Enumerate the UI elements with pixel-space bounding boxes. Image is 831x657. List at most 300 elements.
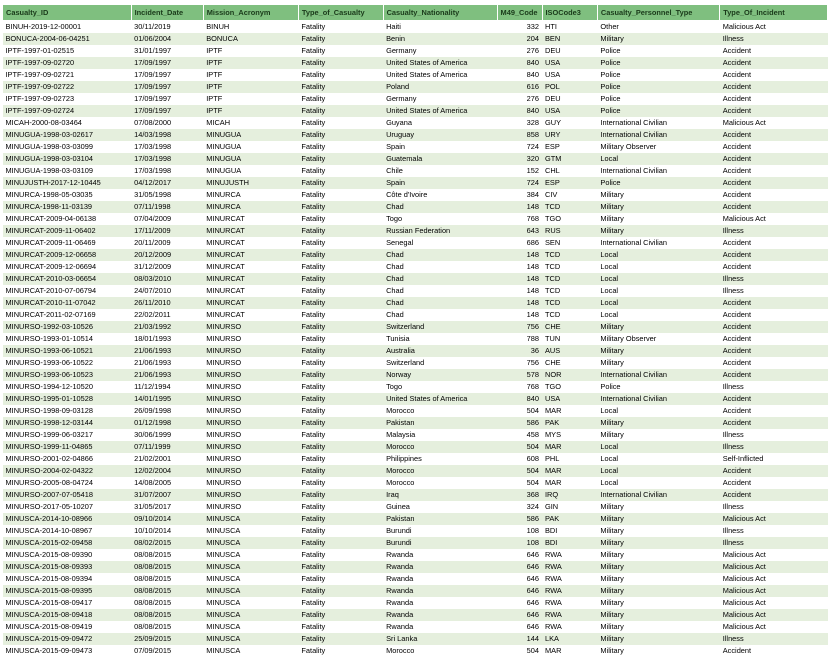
table-row[interactable] (3, 513, 828, 525)
column-header-casualty-personnel-type[interactable]: Casualty_Personnel_Type (597, 5, 719, 21)
table-cell[interactable]: MINUSCA-2015-09-09473 (3, 645, 132, 657)
table-cell[interactable]: MINURCAT (203, 249, 298, 261)
table-cell[interactable]: TCD (542, 261, 597, 273)
table-row[interactable] (3, 477, 828, 489)
table-cell[interactable]: Norway (383, 369, 497, 381)
table-row[interactable] (3, 441, 828, 453)
table-cell[interactable]: 646 (497, 585, 542, 597)
table-cell[interactable]: MINURSO (203, 417, 298, 429)
table-cell[interactable]: MAR (542, 477, 597, 489)
table-row[interactable] (3, 177, 828, 189)
table-cell[interactable]: Fatality (298, 213, 383, 225)
table-cell[interactable]: Accident (720, 393, 828, 405)
table-cell[interactable]: 384 (497, 189, 542, 201)
table-cell[interactable]: POL (542, 81, 597, 93)
table-cell[interactable]: IPTF (203, 81, 298, 93)
table-cell[interactable]: MINURSO (203, 429, 298, 441)
table-cell[interactable]: MINUGUA (203, 141, 298, 153)
table-cell[interactable]: 08/08/2015 (131, 549, 203, 561)
table-cell[interactable]: 30/11/2019 (131, 21, 203, 34)
table-row[interactable] (3, 189, 828, 201)
table-cell[interactable]: IPTF (203, 45, 298, 57)
table-cell[interactable]: Rwanda (383, 597, 497, 609)
table-cell[interactable]: Accident (720, 141, 828, 153)
table-cell[interactable]: GUY (542, 117, 597, 129)
column-header-casualty-id[interactable]: Casualty_ID (3, 5, 132, 21)
table-cell[interactable]: Morocco (383, 465, 497, 477)
table-cell[interactable]: 22/02/2011 (131, 309, 203, 321)
table-cell[interactable]: MAR (542, 441, 597, 453)
table-cell[interactable]: 08/08/2015 (131, 561, 203, 573)
table-cell[interactable]: Military (597, 609, 719, 621)
table-row[interactable] (3, 117, 828, 129)
table-cell[interactable]: MINURSO (203, 357, 298, 369)
table-cell[interactable]: 148 (497, 201, 542, 213)
table-cell[interactable]: Accident (720, 57, 828, 69)
table-cell[interactable]: Fatality (298, 57, 383, 69)
table-row[interactable] (3, 141, 828, 153)
table-cell[interactable]: MINUSCA (203, 585, 298, 597)
table-cell[interactable]: MYS (542, 429, 597, 441)
table-cell[interactable]: MINURSO (203, 345, 298, 357)
table-cell[interactable]: BDI (542, 525, 597, 537)
table-cell[interactable]: Local (597, 453, 719, 465)
table-cell[interactable]: Spain (383, 141, 497, 153)
table-cell[interactable]: MINUJUSTH-2017-12-10445 (3, 177, 132, 189)
table-cell[interactable]: Military (597, 513, 719, 525)
table-row[interactable] (3, 57, 828, 69)
table-cell[interactable]: MINURSO (203, 489, 298, 501)
table-cell[interactable]: DEU (542, 93, 597, 105)
table-cell[interactable]: MINURCAT-2010-11-07042 (3, 297, 132, 309)
table-cell[interactable]: IPTF (203, 93, 298, 105)
table-row[interactable] (3, 261, 828, 273)
table-cell[interactable]: Accident (720, 345, 828, 357)
table-cell[interactable]: MINURCA (203, 201, 298, 213)
table-cell[interactable]: Fatality (298, 465, 383, 477)
table-cell[interactable]: Illness (720, 633, 828, 645)
table-cell[interactable]: Military (597, 573, 719, 585)
table-cell[interactable]: Morocco (383, 405, 497, 417)
table-cell[interactable]: TCD (542, 201, 597, 213)
table-cell[interactable]: 148 (497, 285, 542, 297)
table-cell[interactable]: 108 (497, 525, 542, 537)
table-cell[interactable]: Morocco (383, 441, 497, 453)
table-cell[interactable]: 768 (497, 381, 542, 393)
table-cell[interactable]: Fatality (298, 357, 383, 369)
table-cell[interactable]: MINURSO-2017-05-10207 (3, 501, 132, 513)
table-cell[interactable]: Accident (720, 465, 828, 477)
table-cell[interactable]: URY (542, 129, 597, 141)
table-cell[interactable]: Accident (720, 261, 828, 273)
table-cell[interactable]: Fatality (298, 609, 383, 621)
table-cell[interactable]: 08/02/2015 (131, 537, 203, 549)
table-cell[interactable]: MINURCAT-2010-03-06654 (3, 273, 132, 285)
table-cell[interactable]: Fatality (298, 441, 383, 453)
table-cell[interactable]: MINURCAT-2011-02-07169 (3, 309, 132, 321)
table-cell[interactable]: 26/09/1998 (131, 405, 203, 417)
table-cell[interactable]: MAR (542, 465, 597, 477)
table-row[interactable] (3, 69, 828, 81)
table-cell[interactable]: Accident (720, 189, 828, 201)
table-cell[interactable]: MINURSO (203, 333, 298, 345)
table-cell[interactable]: 646 (497, 609, 542, 621)
table-cell[interactable]: RWA (542, 549, 597, 561)
table-cell[interactable]: Malicious Act (720, 585, 828, 597)
table-cell[interactable]: Guatemala (383, 153, 497, 165)
table-cell[interactable]: International Civilian (597, 393, 719, 405)
table-cell[interactable]: 152 (497, 165, 542, 177)
table-cell[interactable]: United States of America (383, 105, 497, 117)
table-cell[interactable]: 756 (497, 321, 542, 333)
table-cell[interactable]: MINUSCA (203, 633, 298, 645)
table-cell[interactable]: MINURSO (203, 393, 298, 405)
table-cell[interactable]: MINURCA-1998-11-03139 (3, 201, 132, 213)
table-cell[interactable]: Rwanda (383, 573, 497, 585)
table-cell[interactable]: Fatality (298, 489, 383, 501)
table-cell[interactable]: IPTF-1997-09-02724 (3, 105, 132, 117)
table-cell[interactable]: 30/06/1999 (131, 429, 203, 441)
table-cell[interactable]: Fatality (298, 345, 383, 357)
table-cell[interactable]: Accident (720, 69, 828, 81)
table-row[interactable] (3, 237, 828, 249)
table-cell[interactable]: Russian Federation (383, 225, 497, 237)
table-cell[interactable]: United States of America (383, 69, 497, 81)
table-cell[interactable]: Guyana (383, 117, 497, 129)
table-row[interactable] (3, 369, 828, 381)
table-cell[interactable]: Accident (720, 321, 828, 333)
table-row[interactable] (3, 501, 828, 513)
table-cell[interactable]: Illness (720, 501, 828, 513)
column-header-mission-acronym[interactable]: Mission_Acronym (203, 5, 298, 21)
table-cell[interactable]: Local (597, 297, 719, 309)
table-cell[interactable]: Military (597, 357, 719, 369)
table-cell[interactable]: MINURCAT-2009-04-06138 (3, 213, 132, 225)
table-cell[interactable]: Spain (383, 177, 497, 189)
table-cell[interactable]: 08/03/2010 (131, 273, 203, 285)
table-cell[interactable]: Military (597, 189, 719, 201)
table-cell[interactable]: 724 (497, 177, 542, 189)
table-cell[interactable]: CHL (542, 165, 597, 177)
table-cell[interactable]: MINUGUA-1998-03-03104 (3, 153, 132, 165)
table-cell[interactable]: 31/12/2009 (131, 261, 203, 273)
table-cell[interactable]: 458 (497, 429, 542, 441)
table-cell[interactable]: Switzerland (383, 357, 497, 369)
table-cell[interactable]: Local (597, 405, 719, 417)
table-cell[interactable]: MINURCAT-2009-12-06658 (3, 249, 132, 261)
table-cell[interactable]: 07/11/1998 (131, 201, 203, 213)
table-cell[interactable]: GTM (542, 153, 597, 165)
table-cell[interactable]: Military (597, 33, 719, 45)
table-cell[interactable]: Malicious Act (720, 621, 828, 633)
table-cell[interactable]: Fatality (298, 93, 383, 105)
table-cell[interactable]: MINURSO-1993-06-10522 (3, 357, 132, 369)
table-cell[interactable]: Police (597, 381, 719, 393)
column-header-incident-date[interactable]: Incident_Date (131, 5, 203, 21)
table-row[interactable] (3, 45, 828, 57)
table-cell[interactable]: BDI (542, 537, 597, 549)
table-cell[interactable]: Accident (720, 93, 828, 105)
table-cell[interactable]: Accident (720, 81, 828, 93)
table-cell[interactable]: Germany (383, 93, 497, 105)
table-row[interactable] (3, 621, 828, 633)
table-cell[interactable]: 31/01/1997 (131, 45, 203, 57)
table-cell[interactable]: Accident (720, 489, 828, 501)
table-cell[interactable]: Fatality (298, 225, 383, 237)
table-cell[interactable]: Accident (720, 165, 828, 177)
table-cell[interactable]: Côte d'Ivoire (383, 189, 497, 201)
table-cell[interactable]: MINURSO (203, 321, 298, 333)
table-row[interactable] (3, 417, 828, 429)
table-cell[interactable]: BEN (542, 33, 597, 45)
table-cell[interactable]: Military (597, 621, 719, 633)
table-cell[interactable]: Accident (720, 477, 828, 489)
table-cell[interactable]: MINURSO-1993-06-10521 (3, 345, 132, 357)
table-cell[interactable]: MINURCAT-2009-11-06469 (3, 237, 132, 249)
table-row[interactable] (3, 213, 828, 225)
column-header-type-of-casualty[interactable]: Type_of_Casualty (298, 5, 383, 21)
table-cell[interactable]: MINUSCA (203, 645, 298, 657)
table-row[interactable] (3, 165, 828, 177)
table-cell[interactable]: IPTF-1997-09-02722 (3, 81, 132, 93)
table-cell[interactable]: Military (597, 537, 719, 549)
table-cell[interactable]: Guinea (383, 501, 497, 513)
table-cell[interactable]: Malicious Act (720, 597, 828, 609)
table-cell[interactable]: TCD (542, 273, 597, 285)
table-cell[interactable]: MAR (542, 645, 597, 657)
table-cell[interactable]: 21/06/1993 (131, 357, 203, 369)
table-cell[interactable]: Uruguay (383, 129, 497, 141)
table-cell[interactable]: MINUSCA (203, 609, 298, 621)
table-cell[interactable]: 768 (497, 213, 542, 225)
table-cell[interactable]: 858 (497, 129, 542, 141)
table-cell[interactable]: Police (597, 105, 719, 117)
table-cell[interactable]: Accident (720, 153, 828, 165)
table-cell[interactable]: 646 (497, 549, 542, 561)
table-cell[interactable]: 20/12/2009 (131, 249, 203, 261)
table-cell[interactable]: 788 (497, 333, 542, 345)
table-cell[interactable]: Accident (720, 237, 828, 249)
table-cell[interactable]: Fatality (298, 561, 383, 573)
table-cell[interactable]: International Civilian (597, 237, 719, 249)
table-cell[interactable]: MINUGUA-1998-03-03109 (3, 165, 132, 177)
table-cell[interactable]: Military (597, 213, 719, 225)
table-cell[interactable]: Illness (720, 273, 828, 285)
table-cell[interactable]: MINURSO (203, 501, 298, 513)
table-cell[interactable]: CHE (542, 321, 597, 333)
table-cell[interactable]: 646 (497, 621, 542, 633)
table-cell[interactable]: Fatality (298, 177, 383, 189)
table-cell[interactable]: MINURSO-2004-02-04322 (3, 465, 132, 477)
table-cell[interactable]: IRQ (542, 489, 597, 501)
table-cell[interactable]: Chad (383, 261, 497, 273)
table-cell[interactable]: Accident (720, 369, 828, 381)
table-cell[interactable]: Malicious Act (720, 573, 828, 585)
table-cell[interactable]: 08/08/2015 (131, 573, 203, 585)
table-cell[interactable]: 17/09/1997 (131, 93, 203, 105)
table-cell[interactable]: Accident (720, 417, 828, 429)
table-cell[interactable]: Fatality (298, 117, 383, 129)
table-cell[interactable]: MINURSO-1993-01-10514 (3, 333, 132, 345)
table-cell[interactable]: Fatality (298, 645, 383, 657)
table-cell[interactable]: MINURSO-1994-12-10520 (3, 381, 132, 393)
table-cell[interactable]: MINUSCA (203, 513, 298, 525)
table-cell[interactable]: MINUSCA (203, 561, 298, 573)
table-cell[interactable]: Chad (383, 201, 497, 213)
column-header-m49-code[interactable]: M49_Code (497, 5, 542, 21)
column-header-isocode3[interactable]: ISOCode3 (542, 5, 597, 21)
table-cell[interactable]: IPTF-1997-09-02720 (3, 57, 132, 69)
table-cell[interactable]: MINUSCA-2015-08-09390 (3, 549, 132, 561)
table-row[interactable] (3, 633, 828, 645)
table-cell[interactable]: RUS (542, 225, 597, 237)
table-cell[interactable]: Local (597, 261, 719, 273)
table-cell[interactable]: Benin (383, 33, 497, 45)
table-cell[interactable]: MINUSCA-2015-08-09418 (3, 609, 132, 621)
table-cell[interactable]: 646 (497, 573, 542, 585)
table-cell[interactable]: RWA (542, 585, 597, 597)
table-cell[interactable]: 586 (497, 417, 542, 429)
table-cell[interactable]: Police (597, 45, 719, 57)
table-cell[interactable]: Local (597, 441, 719, 453)
table-cell[interactable]: Police (597, 93, 719, 105)
table-cell[interactable]: MINURCAT-2010-07-06794 (3, 285, 132, 297)
table-cell[interactable]: Military (597, 321, 719, 333)
table-cell[interactable]: 586 (497, 513, 542, 525)
table-cell[interactable]: ESP (542, 177, 597, 189)
table-cell[interactable]: PAK (542, 513, 597, 525)
table-row[interactable] (3, 489, 828, 501)
table-cell[interactable]: CHE (542, 357, 597, 369)
table-cell[interactable]: Fatality (298, 129, 383, 141)
table-cell[interactable]: Malicious Act (720, 213, 828, 225)
table-cell[interactable]: MINURCAT (203, 297, 298, 309)
table-cell[interactable]: Fatality (298, 201, 383, 213)
table-cell[interactable]: Accident (720, 357, 828, 369)
table-cell[interactable]: PAK (542, 417, 597, 429)
table-cell[interactable]: USA (542, 105, 597, 117)
table-cell[interactable]: 368 (497, 489, 542, 501)
table-cell[interactable]: USA (542, 393, 597, 405)
table-cell[interactable]: MINURCAT-2009-12-06694 (3, 261, 132, 273)
table-cell[interactable]: Fatality (298, 105, 383, 117)
table-cell[interactable]: MINURSO (203, 441, 298, 453)
table-cell[interactable]: TCD (542, 297, 597, 309)
table-cell[interactable]: 01/12/1998 (131, 417, 203, 429)
table-cell[interactable]: RWA (542, 561, 597, 573)
table-cell[interactable]: Military (597, 645, 719, 657)
table-cell[interactable]: IPTF-1997-09-02723 (3, 93, 132, 105)
table-cell[interactable]: AUS (542, 345, 597, 357)
table-cell[interactable]: MINURCAT (203, 261, 298, 273)
table-cell[interactable]: International Civilian (597, 489, 719, 501)
table-cell[interactable]: 01/06/2004 (131, 33, 203, 45)
table-row[interactable] (3, 333, 828, 345)
table-cell[interactable]: Illness (720, 429, 828, 441)
table-cell[interactable]: Chad (383, 273, 497, 285)
table-cell[interactable]: Fatality (298, 309, 383, 321)
table-cell[interactable]: TCD (542, 285, 597, 297)
table-cell[interactable]: Rwanda (383, 621, 497, 633)
table-row[interactable] (3, 93, 828, 105)
table-cell[interactable]: Fatality (298, 369, 383, 381)
table-cell[interactable]: MINUGUA-1998-03-03099 (3, 141, 132, 153)
table-cell[interactable]: Fatality (298, 273, 383, 285)
table-cell[interactable]: 25/09/2015 (131, 633, 203, 645)
table-cell[interactable]: MINURCAT (203, 225, 298, 237)
table-cell[interactable]: MINURCAT (203, 273, 298, 285)
table-cell[interactable]: MINUSCA-2015-02-09458 (3, 537, 132, 549)
table-cell[interactable]: Military Observer (597, 333, 719, 345)
table-cell[interactable]: Philippines (383, 453, 497, 465)
table-cell[interactable]: MINURSO-1999-06-03217 (3, 429, 132, 441)
table-cell[interactable]: TUN (542, 333, 597, 345)
table-cell[interactable]: Illness (720, 525, 828, 537)
table-cell[interactable]: 616 (497, 81, 542, 93)
table-cell[interactable]: 31/05/1998 (131, 189, 203, 201)
table-cell[interactable]: Accident (720, 105, 828, 117)
table-cell[interactable]: Illness (720, 33, 828, 45)
table-cell[interactable]: Fatality (298, 33, 383, 45)
table-cell[interactable]: MINUSCA-2014-10-08967 (3, 525, 132, 537)
table-cell[interactable]: 21/02/2001 (131, 453, 203, 465)
table-cell[interactable]: Burundi (383, 525, 497, 537)
table-cell[interactable]: Fatality (298, 513, 383, 525)
column-header-casualty-nationality[interactable]: Casualty_Nationality (383, 5, 497, 21)
table-cell[interactable]: 148 (497, 249, 542, 261)
table-row[interactable] (3, 249, 828, 261)
table-row[interactable] (3, 225, 828, 237)
table-cell[interactable]: 504 (497, 441, 542, 453)
table-cell[interactable]: 31/05/2017 (131, 501, 203, 513)
table-cell[interactable]: Fatality (298, 597, 383, 609)
table-cell[interactable]: 840 (497, 69, 542, 81)
table-cell[interactable]: Local (597, 309, 719, 321)
table-cell[interactable]: 08/08/2015 (131, 585, 203, 597)
table-cell[interactable]: Fatality (298, 69, 383, 81)
table-cell[interactable]: 14/08/2005 (131, 477, 203, 489)
table-cell[interactable]: Burundi (383, 537, 497, 549)
table-cell[interactable]: 36 (497, 345, 542, 357)
table-cell[interactable]: MINUSCA-2015-08-09419 (3, 621, 132, 633)
table-cell[interactable]: MINUSCA-2015-08-09417 (3, 597, 132, 609)
table-cell[interactable]: Local (597, 273, 719, 285)
table-cell[interactable]: 148 (497, 261, 542, 273)
table-cell[interactable]: MINUSCA-2014-10-08966 (3, 513, 132, 525)
table-cell[interactable]: MINURSO-2007-07-05418 (3, 489, 132, 501)
table-cell[interactable]: MINURCAT-2009-11-06402 (3, 225, 132, 237)
table-cell[interactable]: Togo (383, 213, 497, 225)
table-cell[interactable]: Morocco (383, 477, 497, 489)
table-cell[interactable]: IPTF (203, 57, 298, 69)
column-header-type-of-incident[interactable]: Type_Of_Incident (720, 5, 828, 21)
table-cell[interactable]: MINURCAT (203, 309, 298, 321)
table-cell[interactable]: Germany (383, 45, 497, 57)
table-cell[interactable]: 840 (497, 393, 542, 405)
table-cell[interactable]: MINURSO (203, 405, 298, 417)
table-cell[interactable]: 07/08/2000 (131, 117, 203, 129)
table-cell[interactable]: Malicious Act (720, 513, 828, 525)
table-cell[interactable]: Iraq (383, 489, 497, 501)
table-cell[interactable]: Self-Inflicted (720, 453, 828, 465)
table-cell[interactable]: MINUGUA (203, 129, 298, 141)
table-cell[interactable]: 17/09/1997 (131, 105, 203, 117)
table-row[interactable] (3, 573, 828, 585)
table-cell[interactable]: MINUSCA (203, 573, 298, 585)
table-cell[interactable]: 07/09/2015 (131, 645, 203, 657)
table-cell[interactable]: 17/09/1997 (131, 57, 203, 69)
table-cell[interactable]: Tunisia (383, 333, 497, 345)
